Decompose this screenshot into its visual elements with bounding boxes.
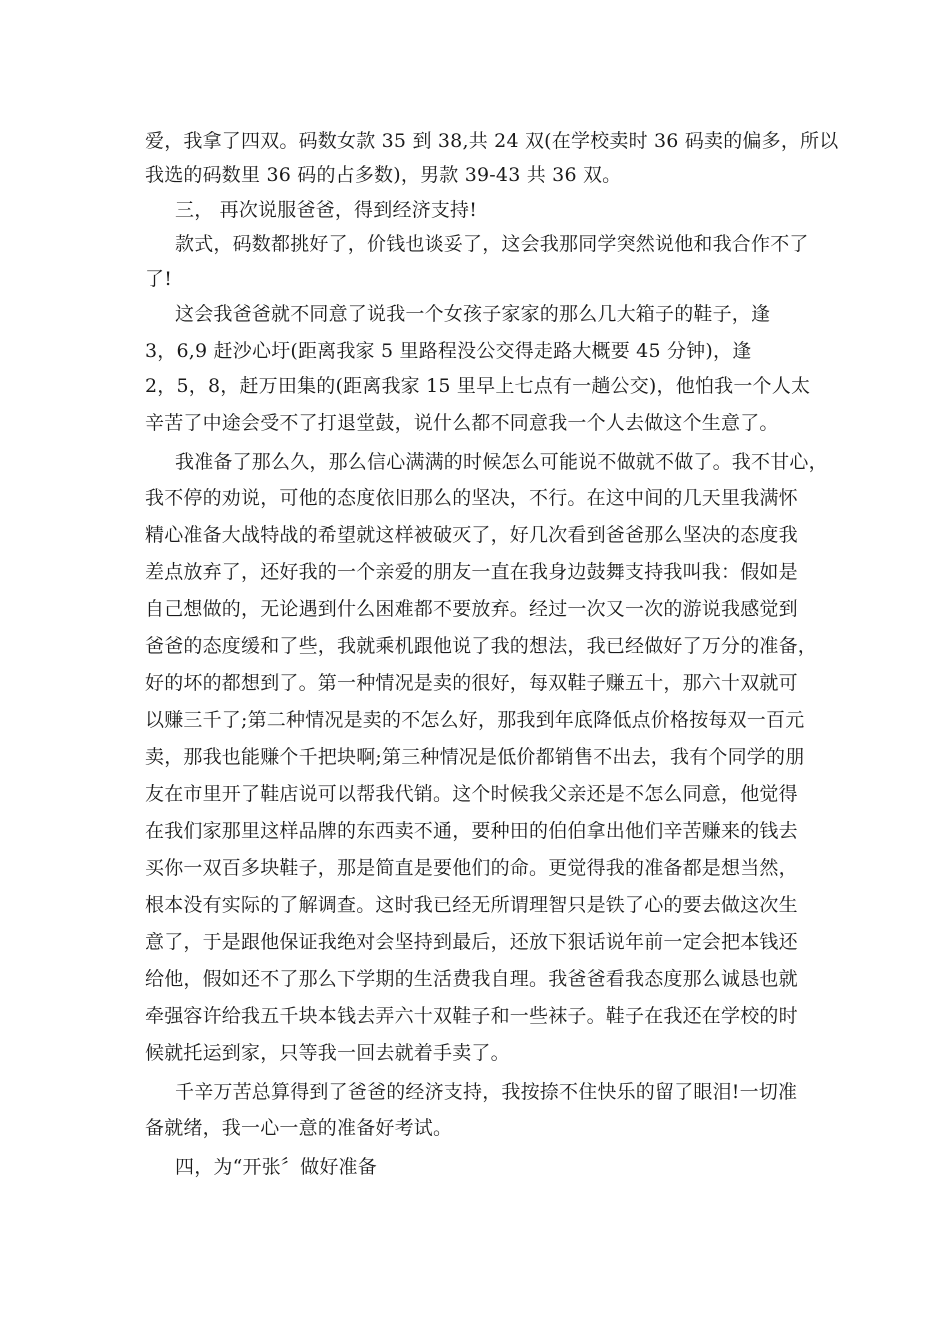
- text-line: 千辛万苦总算得到了爸爸的经济支持，我按捺不住快乐的留了眼泪!一切准: [175, 1081, 798, 1103]
- text-line: 好的坏的都想到了。第一种情况是卖的很好，每双鞋子赚五十，那六十双就可: [145, 672, 798, 694]
- text-line: 我不停的劝说，可他的态度依旧那么的坚决，不行。在这中间的几天里我满怀: [145, 487, 798, 509]
- text-line: 给他，假如还不了那么下学期的生活费我自理。我爸爸看我态度那么诚恳也就: [145, 968, 798, 990]
- text-line: 爸爸的态度缓和了些，我就乘机跟他说了我的想法，我已经做好了万分的准备，: [145, 635, 818, 657]
- text-line: 候就托运到家，只等我一回去就着手卖了。: [145, 1042, 510, 1064]
- text-line: 差点放弃了，还好我的一个亲爱的朋友一直在我身边鼓舞支持我叫我：假如是: [145, 561, 798, 583]
- text-line: 3，6,9 赶沙心圩(距离我家 5 里路程没公交得走路大概要 45 分钟)，逢: [145, 340, 752, 362]
- text-line: 这会我爸爸就不同意了说我一个女孩子家家的那么几大箱子的鞋子，逢: [175, 303, 771, 325]
- text-line: 在我们家那里这样品牌的东西卖不通，要种田的伯伯拿出他们辛苦赚来的钱去: [145, 820, 798, 842]
- text-line: 根本没有实际的了解调查。这时我已经无所谓理智只是铁了心的要去做这次生: [145, 894, 798, 916]
- text-line: 我准备了那么久，那么信心满满的时候怎么可能说不做就不做了。我不甘心，: [175, 451, 828, 473]
- text-line: 精心准备大战特战的希望就这样被破灭了，好几次看到爸爸那么坚决的态度我: [145, 524, 798, 546]
- text-line: 意了，于是跟他保证我绝对会坚持到最后，还放下狠话说年前一定会把本钱还: [145, 931, 798, 953]
- text-line: 牵强容许给我五千块本钱去弄六十双鞋子和一些袜子。鞋子在我还在学校的时: [145, 1005, 798, 1027]
- text-line: 款式，码数都挑好了，价钱也谈妥了，这会我那同学突然说他和我合作不了: [175, 233, 809, 255]
- text-line: 了!: [145, 268, 173, 290]
- text-line: 备就绪，我一心一意的准备好考试。: [145, 1117, 453, 1139]
- text-line: 买你一双百多块鞋子，那是简直是要他们的命。更觉得我的准备都是想当然，: [145, 857, 798, 879]
- text-line: 卖，那我也能赚个千把块啊;第三种情况是低价都销售不出去，我有个同学的朋: [145, 746, 805, 768]
- text-line: 以赚三千了;第二种情况是卖的不怎么好，那我到年底降低点价格按每双一百元: [145, 709, 805, 731]
- text-line: 我选的码数里 36 码的占多数)，男款 39-43 共 36 双。: [145, 164, 622, 186]
- text-line: 爱，我拿了四双。码数女款 35 到 38,共 24 双(在学校卖时 36 码卖的偏多，所以: [145, 130, 839, 152]
- text-line: 2，5，8，赶万田集的(距离我家 15 里早上七点有一趟公交)，他怕我一个人太: [145, 375, 811, 397]
- text-line: 友在市里开了鞋店说可以帮我代销。这个时候我父亲还是不怎么同意，他觉得: [145, 783, 798, 805]
- text-line: 辛苦了中途会受不了打退堂鼓，说什么都不同意我一个人去做这个生意了。: [145, 412, 779, 434]
- section-heading: 四，为“开张〞做好准备: [175, 1156, 377, 1178]
- section-heading: 三， 再次说服爸爸，得到经济支持!: [175, 199, 478, 221]
- text-line: 自己想做的，无论遇到什么困难都不要放弃。经过一次又一次的游说我感觉到: [145, 598, 798, 620]
